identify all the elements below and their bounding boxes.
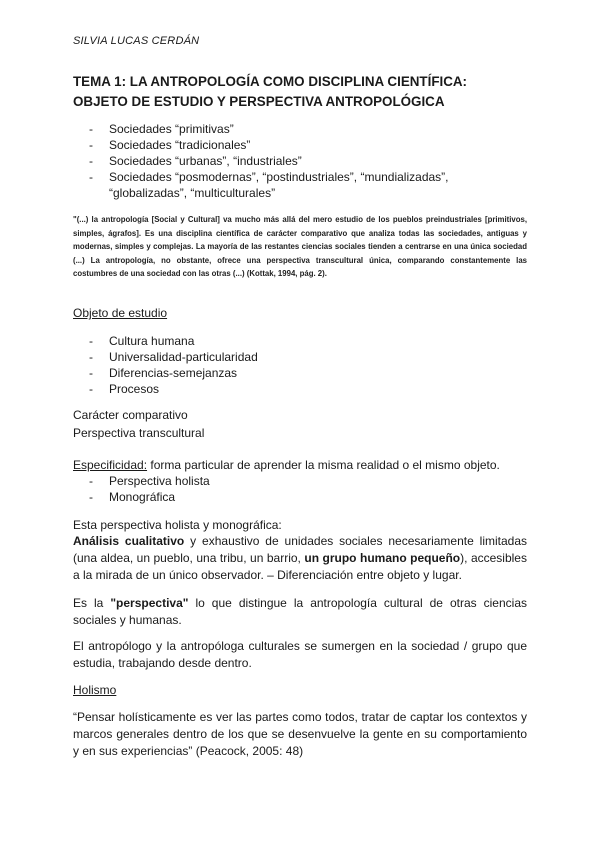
list-item: - Sociedades “posmodernas”, “postindustriales”, “mundializadas”, “globalizadas”, “multiculturales” — [89, 170, 449, 200]
list-item: - Sociedades “primitivas” — [89, 122, 234, 136]
kottak-quote: "(...) la antropología [Social y Cultural] va mucho más allá del mero estudio de los pueblos preindustriales [primitivos, simples, ágrafos]. Es una disciplina científica de carácter comparativo que analiza todas las sociedades, antiguas y modernas, simples y complejas. La mayoría de las restantes ciencias sociales tienden a centrarse en una única sociedad (...) La antropología, no obstante, ofrece una perspectiva transcultural única, comparando constantemente las costumbres de una sociedad con las otras (...) (Kottak, 1994, pág. 2). — [73, 215, 527, 279]
list-item: - Diferencias-semejanzas — [89, 366, 238, 380]
list-item: - Perspectiva holista — [89, 474, 210, 488]
list-item: - Universalidad-particularidad — [89, 350, 258, 364]
list-item: - Monográfica — [89, 490, 176, 504]
peacock-quote: “Pensar holísticamente es ver las partes como todos, tratar de captar los contextos y marcos generales dentro de los que se desenvuelve la gente en su comportamiento y en sus experiencias” (Peacock, 2005: 48) — [73, 710, 527, 758]
list-item: - Procesos — [89, 382, 160, 396]
holismo-heading: Holismo — [73, 683, 117, 697]
antropologo-paragraph: El antropólogo y la antropóloga culturales se sumergen en la sociedad / grupo que estudia, trabajando desde dentro. — [73, 639, 527, 670]
title-line-2: OBJETO DE ESTUDIO Y PERSPECTIVA ANTROPOLÓGICA — [73, 94, 445, 109]
holista-intro: Esta perspectiva holista y monográfica: — [73, 518, 282, 532]
analisis-paragraph: Análisis cualitativo y exhaustivo de unidades sociales necesariamente limitadas (una aldea, un pueblo, una tribu, un barrio, un grupo humano pequeño), accesibles a la mirada de un único observador. – Diferenciación entre objeto y lugar. — [73, 534, 527, 582]
objeto-list — [73, 333, 493, 397]
especificidad-list — [73, 473, 493, 505]
page-title — [73, 72, 543, 112]
perspectiva-paragraph: Es la "perspectiva" lo que distingue la antropología cultural de otras ciencias sociales y humanas. — [73, 596, 527, 627]
author-header: SILVIA LUCAS CERDÁN — [73, 35, 200, 47]
caracter-comparativo: Carácter comparativo — [73, 408, 188, 422]
societies-list — [73, 121, 493, 201]
title-line-1: TEMA 1: LA ANTROPOLOGÍA COMO DISCIPLINA CIENTÍFICA: — [73, 74, 468, 89]
list-item: - Sociedades “urbanas”, “industriales” — [89, 154, 302, 168]
perspectiva-transcultural: Perspectiva transcultural — [73, 426, 205, 440]
especificidad-paragraph: Especificidad: forma particular de aprender la misma realidad o el mismo objeto. — [73, 458, 500, 472]
list-item: - Sociedades “tradicionales” — [89, 138, 251, 152]
list-item: - Cultura humana — [89, 334, 195, 348]
objeto-heading: Objeto de estudio — [73, 306, 168, 320]
